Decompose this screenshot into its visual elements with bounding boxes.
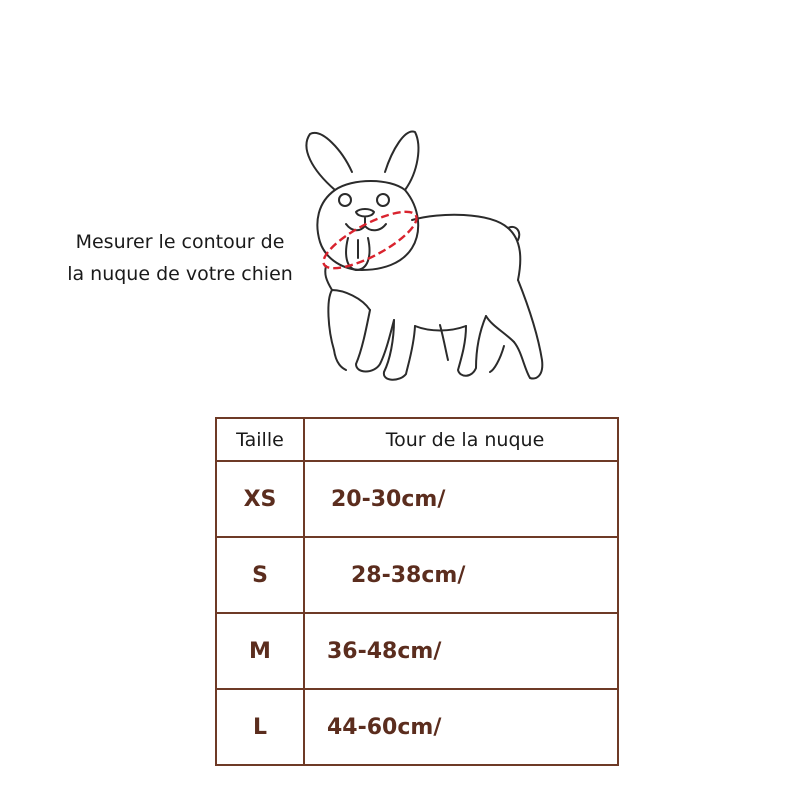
neck-measure-marker: [317, 201, 424, 278]
table-row: [216, 537, 618, 613]
size-cell: M: [216, 613, 304, 689]
neck-range-cell: 44-60cm/: [304, 689, 618, 765]
table-row: [216, 613, 618, 689]
table-row: [216, 689, 618, 765]
size-cell: L: [216, 689, 304, 765]
neck-range-cell: 20-30cm/: [304, 461, 618, 537]
table-row: [216, 461, 618, 537]
column-header-neck: Tour de la nuque: [304, 418, 618, 461]
measure-instruction: [40, 226, 320, 290]
instruction-line-1: Mesurer le contour de: [75, 231, 285, 253]
size-cell: S: [216, 537, 304, 613]
neck-range-cell: 36-48cm/: [304, 613, 618, 689]
instruction-line-2: la nuque de votre chien: [67, 263, 293, 285]
neck-range-cell: 28-38cm/: [304, 537, 618, 613]
column-header-size: Taille: [216, 418, 304, 461]
table-header-row: [216, 418, 618, 461]
size-chart-table: [215, 417, 619, 766]
french-bulldog-icon: [290, 120, 570, 395]
size-cell: XS: [216, 461, 304, 537]
